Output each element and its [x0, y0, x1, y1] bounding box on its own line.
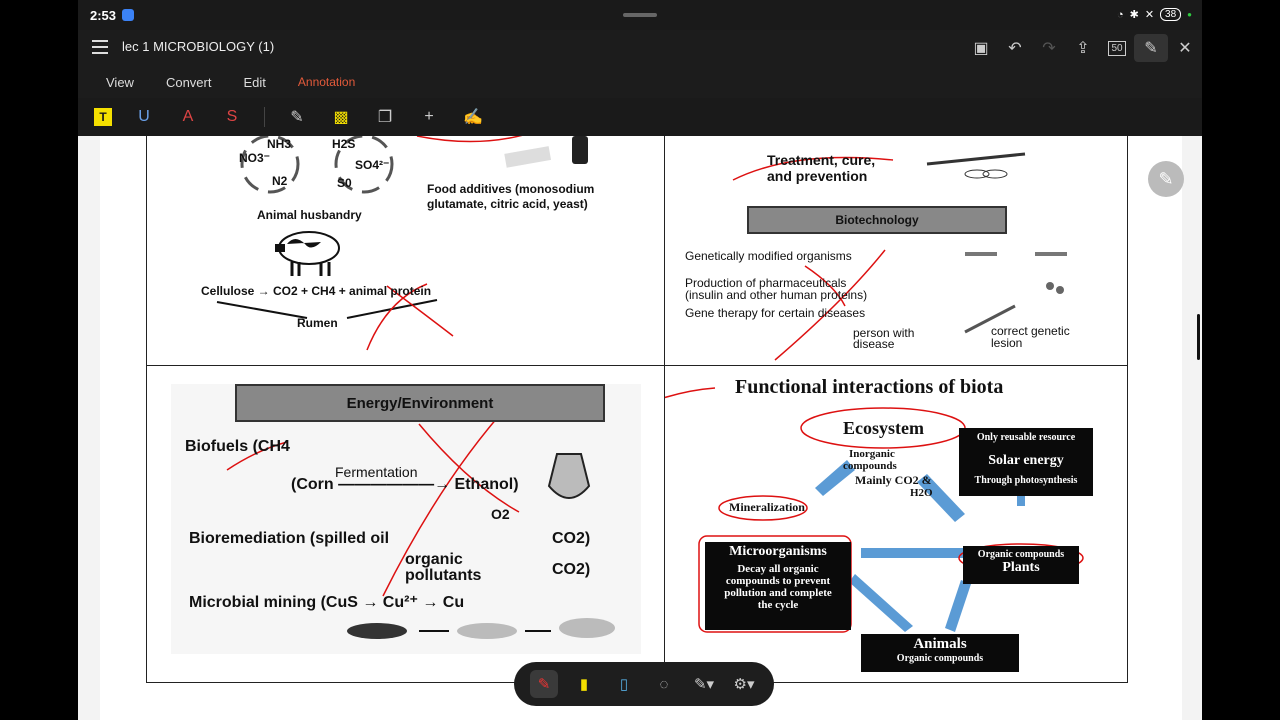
cellulose-equation: Cellulose → CO2 + CH4 + animal protein	[201, 284, 432, 298]
highlighter-icon[interactable]: ▮	[579, 676, 589, 693]
energy-environment-header: Energy/Environment	[235, 384, 605, 422]
food-additives-label-2: glutamate, citric acid, yeast)	[427, 197, 588, 211]
tab-edit[interactable]: Edit	[243, 74, 266, 90]
title-bar	[78, 30, 1202, 66]
tab-annotation[interactable]: Annotation	[297, 75, 356, 89]
person-with-label: person with	[853, 326, 915, 340]
scrollbar-thumb[interactable]	[1197, 314, 1200, 360]
status-time: 2:53	[90, 8, 117, 23]
microorganisms-label: Microorganisms	[729, 544, 827, 559]
red-pen-icon[interactable]: ✎	[530, 670, 558, 698]
lesion-label: lesion	[991, 336, 1023, 350]
settings-icon[interactable]: ⚙▾	[733, 676, 755, 693]
inorganic-label: Inorganic	[849, 448, 895, 460]
save-icon[interactable]: ▣	[973, 40, 989, 57]
quadrant-functional-interactions	[665, 366, 1127, 682]
pen-options-icon[interactable]: ✎▾	[693, 676, 715, 693]
status-indicators	[1117, 8, 1192, 21]
biofuels-label: Biofuels (CH4	[185, 438, 290, 455]
decay-line-3: pollution and complete	[724, 587, 832, 599]
eraser-icon[interactable]: ▯	[619, 676, 629, 693]
redo-icon[interactable]: ↷	[1042, 40, 1056, 57]
animals-label: Animals	[913, 636, 967, 652]
compounds-label: compounds	[843, 460, 897, 472]
plants-organic-label: Organic compounds	[977, 549, 1065, 560]
corn-ethanol-label: (Corn ——————→ Ethanol)	[291, 476, 519, 493]
organic-label: organic	[405, 551, 463, 568]
multitask-handle[interactable]	[623, 13, 657, 17]
nh3-label: NH3	[267, 137, 292, 151]
n2-label: N2	[272, 174, 288, 188]
document-title: lec 1 MICROBIOLOGY (1)	[122, 39, 275, 54]
animal-husbandry-label: Animal husbandry	[257, 208, 362, 222]
close-icon[interactable]: ✕	[1178, 40, 1192, 57]
h2o-label: H2O	[910, 487, 933, 499]
decay-line-2: compounds to prevent	[725, 575, 831, 587]
gmo-label: Genetically modified organisms	[685, 249, 852, 263]
menu-icon[interactable]	[92, 40, 108, 54]
page-count-badge[interactable]: 50	[1100, 34, 1134, 62]
drawing-toolbar	[514, 662, 774, 706]
edit-pen-icon[interactable]: ✎	[1134, 34, 1168, 62]
bioremediation-label: Bioremediation (spilled oil	[189, 530, 390, 547]
disease-label: disease	[853, 337, 895, 351]
cycle-diagrams	[147, 136, 665, 366]
toolbar-divider	[264, 107, 265, 127]
wifi-icon: ◔	[1116, 8, 1124, 21]
animals-organic-label: Organic compounds	[896, 653, 984, 664]
s0-label: S0	[337, 176, 352, 190]
decay-line-1: Decay all organic	[737, 563, 819, 575]
biotechnology-header: Biotechnology	[747, 206, 1007, 234]
quadrant-energy-environment	[147, 366, 665, 682]
floating-pen-button[interactable]: ✎	[1148, 161, 1184, 197]
title-actions	[964, 34, 1202, 62]
co2-label-2: CO2)	[552, 561, 591, 578]
fermentation-label: Fermentation	[335, 464, 418, 480]
so4-label: SO4²⁻	[355, 158, 390, 172]
gene-therapy-label: Gene therapy for certain diseases	[685, 306, 866, 320]
undo-icon[interactable]: ↶	[1008, 40, 1022, 57]
signature-icon[interactable]: ✍	[463, 109, 483, 126]
mainly-co2-label: Mainly CO2 &	[855, 473, 932, 487]
shapes-icon[interactable]: ❐	[377, 109, 393, 126]
quadrant-agriculture	[147, 136, 665, 366]
food-additives-label: Food additives (monosodium	[427, 182, 595, 196]
mute-icon: ✕	[1144, 9, 1155, 21]
treatment-label: Treatment, cure,	[767, 152, 876, 168]
h2s-label: H2S	[332, 137, 356, 151]
solar-energy-label: Solar energy	[988, 453, 1064, 468]
pen-icon[interactable]: ✎	[290, 109, 304, 126]
solar-energy-box	[959, 428, 1093, 496]
animals-box	[861, 634, 1019, 672]
rumen-label: Rumen	[297, 316, 338, 330]
slide-frame	[146, 136, 1128, 683]
o2-label: O2	[491, 506, 510, 522]
tab-view[interactable]: View	[106, 74, 134, 90]
lasso-icon[interactable]: ◌	[659, 675, 669, 693]
no3-label: NO3⁻	[239, 151, 271, 165]
reusable-resource-label: Only reusable resource	[976, 432, 1076, 443]
plants-label: Plants	[1002, 560, 1040, 575]
pharma-label-2: (insulin and other human proteins)	[685, 288, 868, 302]
ecosystem-label: Ecosystem	[843, 418, 924, 438]
text-highlight-icon[interactable]: T	[94, 108, 112, 126]
microbial-mining-label: Microbial mining (CuS → Cu²⁺ → Cu	[189, 594, 465, 611]
charging-dot-icon: ●	[1187, 10, 1192, 19]
quadrant-medicine	[665, 136, 1127, 366]
battery-icon: 38	[1160, 8, 1181, 21]
photosynthesis-label: Through photosynthesis	[974, 475, 1078, 486]
notification-icon	[122, 9, 134, 21]
tab-convert[interactable]: Convert	[165, 74, 212, 90]
add-icon[interactable]: +	[424, 108, 434, 125]
functional-interactions-title: Functional interactions of biota	[735, 376, 1004, 398]
mineralization-label: Mineralization	[729, 500, 805, 514]
annotation-toolbar	[78, 98, 1202, 136]
underline-icon[interactable]: U	[138, 108, 150, 125]
plants-box	[963, 546, 1079, 584]
microorganisms-box	[705, 542, 851, 630]
pdf-page	[100, 136, 1182, 720]
area-highlight-icon[interactable]: ▩	[333, 109, 349, 126]
share-icon[interactable]: ⇪	[1076, 40, 1090, 57]
bluetooth-icon: ✱	[1129, 9, 1139, 21]
pharma-label: Production of pharmaceuticals	[685, 276, 847, 290]
co2-label: CO2)	[552, 530, 591, 547]
document-viewport[interactable]	[78, 136, 1202, 720]
prevention-label: and prevention	[767, 168, 868, 184]
status-bar	[78, 0, 1202, 30]
menu-tabs	[78, 66, 1202, 98]
pollutants-label: pollutants	[405, 567, 482, 584]
correct-genetic-label: correct genetic	[991, 324, 1070, 338]
squiggly-icon[interactable]: A	[182, 108, 194, 125]
strikethrough-icon[interactable]: S	[226, 108, 238, 125]
decay-line-4: the cycle	[757, 599, 799, 611]
